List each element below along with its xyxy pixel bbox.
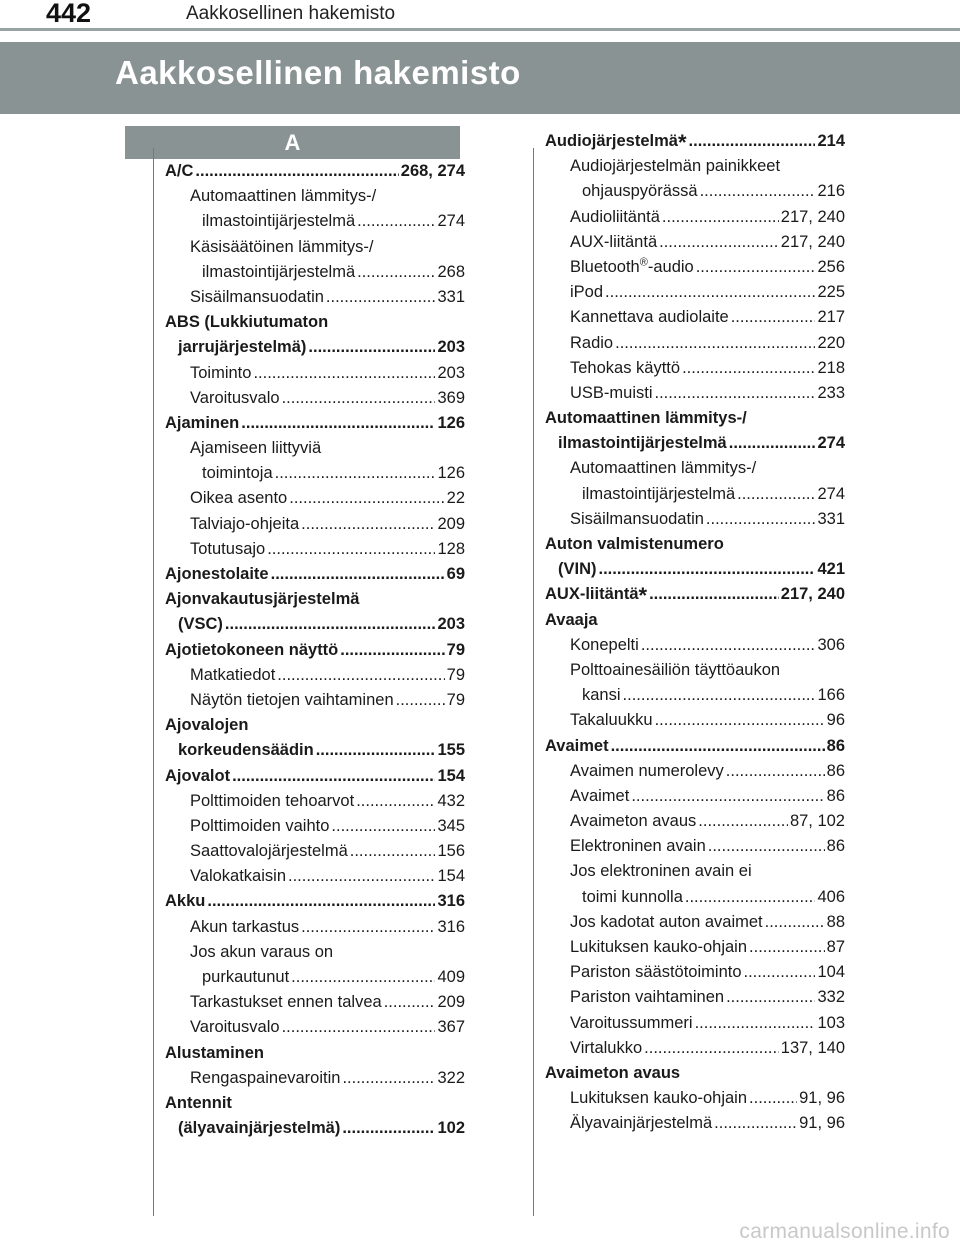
running-header (0, 0, 960, 31)
page-reference: 217 (817, 308, 845, 327)
entry-label: Tehokas käyttö (570, 358, 681, 377)
index-entry (545, 230, 845, 255)
index-entry (545, 960, 845, 985)
entry-label: Konepelti (570, 635, 639, 654)
dot-leader (726, 985, 815, 1010)
entry-label: Avaimen numerolevy (570, 761, 724, 780)
page-reference: 316 (437, 917, 465, 936)
footnote-asterisk: * (638, 583, 648, 609)
page-reference: 332 (817, 988, 845, 1007)
index-entry (165, 1041, 465, 1066)
entry-label: Auton valmistenumero (545, 535, 724, 553)
page-reference: 214 (817, 132, 845, 150)
page-reference: 218 (817, 358, 845, 377)
entry-label: (VSC) (178, 615, 223, 634)
entry-label: kansi (582, 686, 621, 705)
entry-label: Sisäilmansuodatin (570, 509, 704, 528)
entry-label: Kannettava audiolaite (570, 308, 729, 327)
index-entry (545, 431, 845, 456)
dot-leader (749, 935, 825, 960)
dot-leader (308, 335, 435, 360)
entry-label: Antennit (165, 1093, 232, 1112)
page-reference: 91, 96 (799, 1114, 845, 1133)
entry-label: Sisäilmansuodatin (190, 287, 324, 306)
index-entry (545, 1061, 845, 1086)
dot-leader (599, 557, 816, 582)
entry-label: ilmastointijärjestelmä (582, 484, 736, 503)
page-reference: 103 (817, 1013, 845, 1032)
entry-label: Ajovalot (165, 766, 231, 785)
registered-mark: ® (639, 256, 648, 269)
dot-leader (605, 280, 815, 305)
dot-leader (384, 990, 436, 1015)
index-entry (545, 809, 845, 834)
entry-label: Ajamiseen liittyviä (190, 439, 322, 458)
page-reference: 126 (437, 464, 465, 483)
dot-leader (698, 809, 788, 834)
index-entry (165, 889, 465, 914)
index-entry (165, 411, 465, 436)
page-reference: 217, 240 (780, 207, 845, 226)
dot-leader (695, 1011, 816, 1036)
index-entry (165, 587, 465, 612)
entry-label: ilmastointijärjestelmä (558, 434, 727, 453)
entry-label: Bluetooth®-audio (570, 256, 694, 276)
column-rule-left (153, 148, 154, 1216)
index-entry (165, 915, 465, 940)
page-reference: 87 (826, 938, 845, 956)
dot-leader (644, 1036, 779, 1061)
page-reference: 216 (817, 182, 845, 201)
index-entry (545, 154, 845, 179)
entry-label: Audiojärjestelmä* (545, 130, 687, 155)
index-entry (545, 1086, 845, 1111)
entry-label: AUX-liitäntä (570, 232, 658, 251)
entry-label: Audiojärjestelmän painikkeet (570, 157, 781, 176)
index-entry (165, 386, 465, 411)
entry-label: Radio (570, 333, 614, 352)
index-entry (165, 864, 465, 889)
index-entry (545, 608, 845, 633)
entry-label: Automaattinen lämmitys-/ (570, 459, 757, 478)
dot-leader (737, 482, 815, 507)
dot-leader (700, 179, 816, 204)
entry-label: Virtalukko (570, 1038, 643, 1057)
dot-leader (232, 764, 435, 789)
page-reference: 79 (446, 640, 465, 659)
index-entry (165, 1066, 465, 1091)
footnote-asterisk: * (677, 130, 687, 155)
entry-label: (VIN) (558, 560, 597, 579)
entry-label: Varoitussummeri (570, 1013, 693, 1032)
index-entry (545, 885, 845, 910)
index-entry (545, 658, 845, 683)
page-reference: 96 (826, 711, 845, 730)
index-entry (545, 582, 845, 607)
dot-leader (655, 381, 816, 406)
page-reference: 128 (437, 539, 465, 558)
entry-label: Avaaja (545, 610, 598, 629)
index-entry (545, 532, 845, 557)
entry-label: (älyavainjärjestelmä) (178, 1119, 341, 1138)
dot-leader (396, 688, 445, 713)
page-reference: 203 (437, 615, 465, 634)
page-reference: 421 (817, 560, 845, 579)
dot-leader (357, 260, 435, 285)
dot-leader (207, 889, 435, 914)
entry-label: Varoitusvalo (190, 388, 280, 407)
page-reference: 86 (826, 736, 845, 755)
page-reference: 432 (437, 791, 465, 810)
entry-label: Tarkastukset ennen talvea (190, 993, 382, 1012)
dot-leader (350, 839, 436, 864)
page-reference: 256 (817, 257, 845, 276)
entry-label: Polttimoiden vaihto (190, 816, 330, 835)
page-reference: 225 (817, 283, 845, 302)
index-entry (545, 557, 845, 582)
index-entry (545, 507, 845, 532)
entry-label: Talviajo-ohjeita (190, 514, 300, 533)
entry-label: Käsisäätöinen lämmitys-/ (190, 237, 374, 256)
index-entry (545, 280, 845, 305)
dot-leader (326, 285, 436, 310)
entry-label: Avaimet (570, 786, 630, 805)
dot-leader (356, 789, 435, 814)
page-reference: 345 (437, 816, 465, 835)
page-reference: 274 (437, 212, 465, 231)
dot-leader (277, 663, 444, 688)
entry-label: toimintoja (202, 464, 273, 483)
index-entry (165, 965, 465, 990)
index-entry (545, 708, 845, 733)
page-reference: 369 (437, 388, 465, 407)
index-entry (165, 461, 465, 486)
page-reference: 306 (817, 635, 845, 654)
entry-label: iPod (570, 283, 604, 302)
index-entry (165, 663, 465, 688)
entry-label: Ajonvakautusjärjestelmä (165, 590, 360, 609)
column-rule-middle (533, 148, 534, 1216)
entry-label: Polttoainesäiliön täyttöaukon (570, 660, 781, 679)
dot-leader (357, 209, 435, 234)
dot-leader (615, 331, 815, 356)
entry-label: USB-muisti (570, 383, 653, 402)
dot-leader (271, 562, 445, 587)
dot-leader (288, 864, 435, 889)
index-column-left (165, 159, 465, 1141)
index-entry (545, 759, 845, 784)
entry-label: ilmastointijärjestelmä (202, 262, 356, 281)
entry-label: Pariston säästötoiminto (570, 963, 742, 982)
page-reference: 322 (437, 1068, 465, 1087)
index-entry (165, 562, 465, 587)
index-entry (545, 859, 845, 884)
index-entry (165, 1015, 465, 1040)
page-reference: 102 (437, 1119, 465, 1138)
index-entry (545, 1111, 845, 1136)
entry-label: Akku (165, 892, 206, 911)
dot-leader (749, 1086, 797, 1111)
dot-leader (689, 129, 816, 154)
page-reference: 86 (826, 761, 845, 780)
entry-label: Jos elektroninen avain ei (570, 862, 752, 881)
index-entry (165, 1091, 465, 1116)
entry-label: Avaimeton avaus (545, 1063, 681, 1082)
index-entry (165, 612, 465, 637)
index-entry (165, 184, 465, 209)
dot-leader (331, 814, 435, 839)
index-entry (165, 713, 465, 738)
index-entry (165, 537, 465, 562)
dot-leader (655, 708, 825, 733)
dot-leader (282, 1015, 436, 1040)
entry-label: Polttimoiden tehoarvot (190, 791, 355, 810)
dot-leader (623, 683, 816, 708)
index-entry (165, 1116, 465, 1141)
page-reference: 137, 140 (780, 1038, 845, 1057)
dot-leader (659, 230, 779, 255)
section-letter: A (125, 126, 460, 159)
index-entry (545, 406, 845, 431)
dot-leader (282, 386, 436, 411)
page-reference: 166 (817, 686, 845, 705)
entry-label: Jos akun varaus on (190, 942, 334, 961)
page-reference: 88 (826, 912, 845, 931)
dot-leader (301, 512, 435, 537)
entry-label: ABS (Lukkiutumaton (165, 313, 329, 332)
entry-label: Näytön tietojen vaihtaminen (190, 690, 394, 709)
page-reference: 274 (817, 484, 845, 503)
index-entry (165, 764, 465, 789)
entry-label: ohjauspyörässä (582, 182, 698, 201)
index-entry (545, 356, 845, 381)
index-entry (545, 129, 845, 154)
entry-label: Lukituksen kauko-ohjain (570, 1089, 748, 1108)
entry-label: Automaattinen lämmitys-/ (190, 187, 377, 206)
watermark: carmanualsonline.info (739, 1220, 950, 1243)
dot-leader (726, 759, 825, 784)
dot-leader (301, 915, 435, 940)
dot-leader (731, 305, 816, 330)
entry-label: toimi kunnolla (582, 887, 683, 906)
page-reference: 154 (437, 766, 465, 785)
index-entry (545, 482, 845, 507)
page-reference: 220 (817, 333, 845, 352)
index-entry (165, 638, 465, 663)
entry-label: Automaattinen lämmitys-/ (545, 409, 747, 428)
index-entry (165, 814, 465, 839)
entry-label: Takaluukku (570, 711, 653, 730)
page-reference: 91, 96 (799, 1089, 845, 1108)
entry-label: Matkatiedot (190, 665, 276, 684)
index-entry (165, 159, 465, 184)
index-entry (545, 331, 845, 356)
dot-leader (662, 205, 779, 230)
index-entry (545, 834, 845, 859)
index-entry (545, 205, 845, 230)
index-entry (545, 935, 845, 960)
page-reference: 209 (437, 514, 465, 533)
entry-label: Audioliitäntä (570, 207, 660, 226)
entry-label: Ajovalojen (165, 716, 249, 735)
page-reference: 409 (437, 968, 465, 986)
page-reference: 155 (437, 741, 465, 760)
dot-leader (708, 834, 825, 859)
entry-label: Alustaminen (165, 1043, 265, 1062)
dot-leader (611, 734, 825, 759)
index-entry (545, 1036, 845, 1061)
entry-label: purkautunut (202, 968, 290, 986)
entry-label: Akun tarkastus (190, 917, 300, 936)
dot-leader (342, 1116, 435, 1141)
page-reference: 79 (446, 665, 465, 684)
entry-label: Pariston vaihtaminen (570, 988, 725, 1007)
index-entry (165, 235, 465, 260)
index-entry (545, 456, 845, 481)
entry-label: Oikea asento (190, 489, 288, 508)
page-reference: 87, 102 (789, 812, 845, 831)
index-entry (165, 335, 465, 360)
page-reference: 316 (437, 892, 465, 911)
page-reference: 233 (817, 383, 845, 402)
index-entry (165, 361, 465, 386)
index-entry (165, 486, 465, 511)
index-entry (165, 990, 465, 1015)
dot-leader (631, 784, 824, 809)
page-reference: 86 (826, 837, 845, 856)
entry-label: Avaimeton avaus (570, 812, 697, 831)
entry-label: AUX-liitäntä* (545, 583, 648, 609)
index-entry (545, 305, 845, 330)
entry-label: korkeudensäädin (178, 741, 314, 760)
index-entry (545, 985, 845, 1010)
entry-label: Totutusajo (190, 539, 266, 558)
index-entry (545, 381, 845, 406)
page-reference: 86 (826, 786, 845, 805)
dot-leader (706, 507, 816, 532)
page-reference: 156 (437, 842, 465, 861)
title-banner (0, 42, 960, 114)
dot-leader (195, 159, 398, 184)
page-reference: 331 (817, 509, 845, 528)
entry-label: Varoitusvalo (190, 1018, 280, 1037)
dot-leader (342, 1066, 435, 1091)
dot-leader (241, 411, 435, 436)
dot-leader (682, 356, 815, 381)
index-entry (545, 683, 845, 708)
index-entry (545, 784, 845, 809)
page-reference: 274 (817, 434, 845, 453)
dot-leader (253, 361, 435, 386)
page-title: Aakkosellinen hakemisto (115, 54, 521, 91)
page-reference: 367 (437, 1018, 465, 1037)
index-entry (165, 436, 465, 461)
dot-leader (316, 738, 436, 763)
page-reference: 203 (437, 363, 465, 382)
dot-leader (649, 582, 779, 607)
dot-leader (291, 965, 435, 990)
index-column-right (545, 129, 845, 1137)
dot-leader (225, 612, 436, 637)
page-reference: 22 (446, 489, 465, 508)
index-entry (165, 209, 465, 234)
running-title: Aakkosellinen hakemisto (186, 3, 396, 24)
dot-leader (685, 885, 816, 910)
dot-leader (289, 486, 444, 511)
entry-label: Elektroninen avain (570, 837, 706, 856)
entry-label: Ajonestolaite (165, 565, 269, 583)
index-entry (545, 734, 845, 759)
index-entry (165, 738, 465, 763)
page-reference: 79 (446, 690, 465, 709)
page-reference: 331 (437, 287, 465, 306)
entry-label: Lukituksen kauko-ohjain (570, 938, 748, 956)
index-entry (545, 255, 845, 280)
index-entry (545, 910, 845, 935)
page-reference: 154 (437, 867, 465, 886)
index-entry (165, 260, 465, 285)
dot-leader (729, 431, 816, 456)
entry-label: jarrujärjestelmä) (178, 338, 307, 357)
page-reference: 126 (437, 413, 465, 432)
entry-label: Rengaspainevaroitin (190, 1068, 341, 1087)
entry-label: Valokatkaisin (190, 867, 286, 886)
page-reference: 69 (446, 565, 465, 583)
page-reference: 217, 240 (780, 585, 845, 604)
index-entry (165, 688, 465, 713)
page-number: 442 (46, 0, 92, 28)
entry-label: ilmastointijärjestelmä (202, 212, 356, 231)
dot-leader (696, 255, 816, 280)
dot-leader (765, 910, 825, 935)
dot-leader (744, 960, 816, 985)
entry-label: Ajaminen (165, 413, 240, 432)
entry-label: A/C (165, 162, 194, 180)
page-reference: 209 (437, 993, 465, 1012)
page-reference: 217, 240 (780, 232, 845, 251)
page-reference: 203 (437, 338, 465, 357)
index-entry (165, 940, 465, 965)
entry-label: Älyavainjärjestelmä (570, 1114, 713, 1133)
page-reference: 268 (437, 262, 465, 281)
entry-label: Jos kadotat auton avaimet (570, 912, 763, 931)
entry-label: Toiminto (190, 363, 252, 382)
index-entry (545, 1011, 845, 1036)
page-reference: 268, 274 (400, 162, 465, 180)
index-entry (545, 179, 845, 204)
page-reference: 406 (817, 887, 845, 906)
dot-leader (340, 638, 444, 663)
index-entry (165, 310, 465, 335)
page-reference: 104 (817, 963, 845, 982)
index-entry (165, 285, 465, 310)
index-entry (165, 789, 465, 814)
dot-leader (714, 1111, 797, 1136)
entry-label: Ajotietokoneen näyttö (165, 640, 339, 659)
entry-label: Saattovalojärjestelmä (190, 842, 348, 861)
entry-label: Avaimet (545, 736, 609, 755)
dot-leader (641, 633, 816, 658)
index-entry (165, 839, 465, 864)
dot-leader (267, 537, 435, 562)
index-entry (545, 633, 845, 658)
index-entry (165, 512, 465, 537)
dot-leader (275, 461, 436, 486)
